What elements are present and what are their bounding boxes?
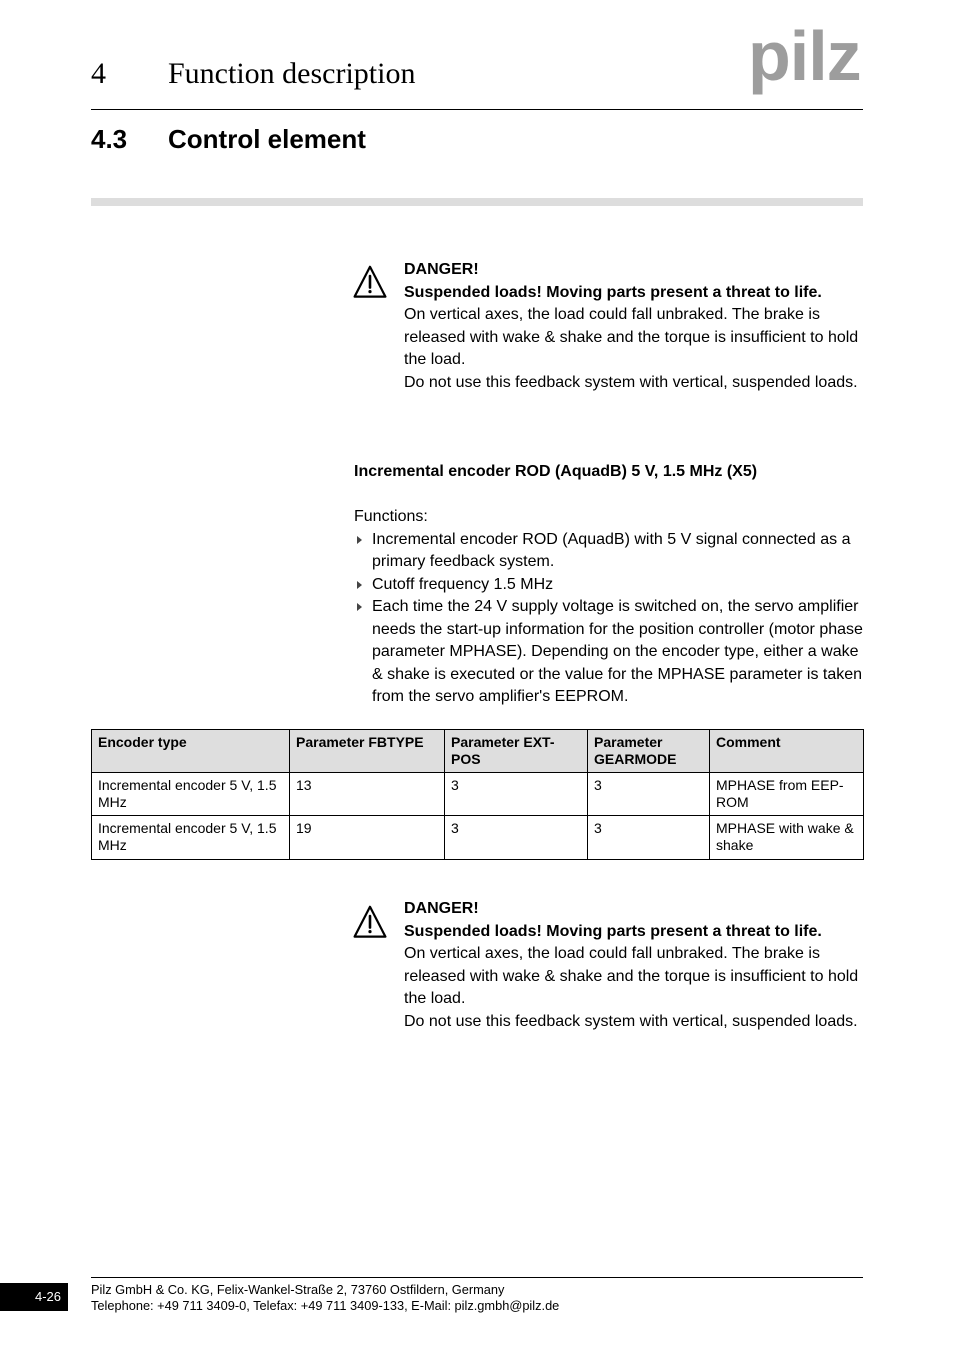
- list-item-line: Incremental encoder ROD (AquadB) with 5 V signal connected as a: [372, 530, 851, 548]
- functions-block: [354, 506, 863, 709]
- table-cell: MPHASE with wake & shake: [710, 816, 864, 860]
- table-header-cell: Parameter EXT- POS: [445, 730, 588, 773]
- table-cell: 13: [290, 773, 445, 816]
- chapter-title: Function description: [168, 57, 416, 90]
- danger-notice: [404, 259, 858, 394]
- footer-rule: [91, 1277, 863, 1278]
- table-cell: MPHASE from EEP- ROM: [710, 773, 864, 816]
- table-row: [92, 773, 864, 816]
- table-header-row: [92, 730, 864, 773]
- table-row: [92, 816, 864, 860]
- table-header-cell: Parameter GEARMODE: [588, 730, 710, 773]
- chapter-number: 4: [91, 57, 106, 90]
- list-item-line: needs the start-up information for the position controller (motor phase: [372, 620, 863, 638]
- list-item-line: Cutoff frequency 1.5 MHz: [372, 575, 554, 593]
- section-band: [91, 198, 863, 206]
- list-item: [354, 574, 863, 597]
- table-cell: 3: [445, 816, 588, 860]
- table-header-cell: Comment: [710, 730, 864, 773]
- page-number: 4-26: [34, 1289, 61, 1304]
- danger-title: DANGER!: [404, 261, 479, 278]
- danger-subtitle: Suspended loads! Moving parts present a threat to life.: [404, 922, 822, 940]
- table-header-cell: Encoder type: [92, 730, 290, 773]
- footer-company-info: [91, 1282, 559, 1314]
- table-header-cell: Parameter FBTYPE: [290, 730, 445, 773]
- list-item-line: & shake is executed or the value for the MPHASE parameter is taken: [372, 665, 863, 683]
- list-item: [354, 596, 863, 709]
- danger-subtitle: Suspended loads! Moving parts present a threat to life.: [404, 283, 822, 301]
- footer-address: Pilz GmbH & Co. KG, Felix-Wankel-Straße 2, 73760 Ostfildern, Germany: [91, 1282, 505, 1297]
- pilz-logo: pilz: [748, 17, 861, 95]
- bullet-arrow-icon: [357, 603, 362, 611]
- danger-line: the load.: [404, 351, 466, 368]
- bullet-arrow-icon: [357, 581, 362, 589]
- bullet-arrow-icon: [357, 536, 362, 544]
- encoder-heading: Incremental encoder ROD (AquadB) 5 V, 1.5 MHz (X5): [354, 463, 758, 480]
- danger-line: On vertical axes, the load could fall unbraked. The brake is: [404, 945, 820, 962]
- danger-line: Do not use this feedback system with vertical, suspended loads.: [404, 1012, 858, 1030]
- functions-label: Functions:: [354, 508, 428, 525]
- header-rule: [91, 109, 863, 110]
- danger-line: On vertical axes, the load could fall unbraked. The brake is: [404, 306, 820, 323]
- encoder-table: [91, 729, 864, 860]
- list-item-line: parameter MPHASE). Depending on the encoder type, either a wake: [372, 643, 859, 660]
- encoder-table-wrapper: [91, 729, 864, 860]
- danger-notice: [404, 898, 858, 1033]
- footer-contact: Telephone: +49 711 3409-0, Telefax: +49 711 3409-133, E-Mail: pilz.gmbh@pilz.de: [91, 1298, 560, 1313]
- warning-triangle-icon: [353, 265, 387, 299]
- danger-line: Do not use this feedback system with vertical, suspended loads.: [404, 373, 858, 391]
- table-cell: 3: [588, 816, 710, 860]
- list-item: [354, 529, 863, 574]
- table-cell: 19: [290, 816, 445, 860]
- section-number: 4.3: [91, 124, 128, 154]
- table-cell: 3: [588, 773, 710, 816]
- danger-line: the load.: [404, 990, 466, 1007]
- list-item-line: Each time the 24 V supply voltage is switched on, the servo amplifier: [372, 598, 859, 615]
- list-item-line: from the servo amplifier's EEPROM.: [372, 688, 629, 705]
- list-item-line: primary feedback system.: [372, 553, 555, 570]
- danger-line: released with wake & shake and the torque is insufficient to hold: [404, 967, 859, 985]
- table-cell: Incremental encoder 5 V, 1.5 MHz: [92, 773, 290, 816]
- warning-triangle-icon: [353, 905, 387, 939]
- page-number-box: [0, 1283, 68, 1311]
- section-title: Control element: [168, 124, 366, 154]
- danger-line: released with wake & shake and the torque is insufficient to hold: [404, 328, 859, 346]
- table-cell: 3: [445, 773, 588, 816]
- danger-title: DANGER!: [404, 900, 479, 917]
- table-cell: Incremental encoder 5 V, 1.5 MHz: [92, 816, 290, 860]
- functions-list: [354, 529, 863, 709]
